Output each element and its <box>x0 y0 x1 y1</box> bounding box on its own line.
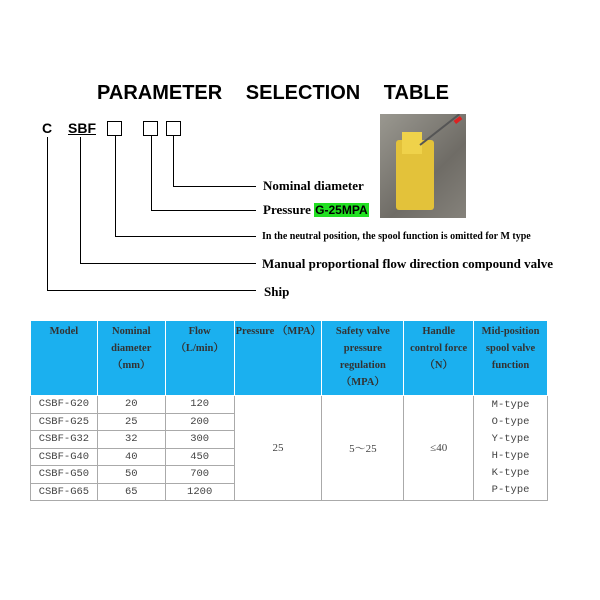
code-box-spool <box>107 121 122 136</box>
cell-pressure: 25 <box>234 396 322 501</box>
type-item: Y-type <box>491 433 530 445</box>
label-ship: Ship <box>264 284 290 299</box>
cell-flow: 120 <box>165 396 234 414</box>
table-header-row <box>31 321 548 396</box>
type-item: O-type <box>491 416 530 428</box>
valve-product-photo <box>380 114 466 218</box>
cell-diameter: 65 <box>97 483 165 501</box>
cell-flow: 200 <box>165 413 234 431</box>
type-item: M-type <box>491 399 530 411</box>
leader-line <box>47 290 256 291</box>
table-row <box>31 396 548 414</box>
header-function: Mid-position spool valve function <box>474 321 548 396</box>
header-diameter: Nominal diameter （mm） <box>97 321 165 396</box>
parameter-table <box>30 320 548 501</box>
label-nominal-diameter: Nominal diameter <box>263 178 364 193</box>
leader-line <box>80 137 81 263</box>
leader-line <box>173 186 256 187</box>
cell-diameter: 25 <box>97 413 165 431</box>
page-title: PARAMETER SELECTION TABLE <box>97 82 449 104</box>
cell-model: CSBF-G65 <box>31 483 98 501</box>
code-c: C <box>42 120 53 136</box>
cell-flow: 300 <box>165 431 234 449</box>
cell-flow: 1200 <box>165 483 234 501</box>
code-box-pressure <box>143 121 158 136</box>
code-box-diameter <box>166 121 181 136</box>
cell-model: CSBF-G40 <box>31 448 98 466</box>
header-pressure: Pressure （MPA） <box>234 321 322 396</box>
leader-line <box>151 136 152 211</box>
type-item: K-type <box>491 467 530 479</box>
header-flow: Flow （L/min） <box>165 321 234 396</box>
cell-model: CSBF-G25 <box>31 413 98 431</box>
header-force: Handle control force （N） <box>404 321 474 396</box>
cell-diameter: 32 <box>97 431 165 449</box>
cell-flow: 450 <box>165 448 234 466</box>
leader-line <box>47 137 48 290</box>
label-manual: Manual proportional flow direction compound valve <box>262 256 553 271</box>
label-neutral: In the neutral position, the spool function is omitted for M type <box>262 231 531 242</box>
label-pressure-text: Pressure <box>263 202 311 217</box>
code-sbf: SBF <box>68 120 96 136</box>
cell-model: CSBF-G20 <box>31 396 98 414</box>
leader-line <box>115 236 256 237</box>
cell-force: ≤40 <box>404 396 474 501</box>
cell-flow: 700 <box>165 466 234 484</box>
header-safety: Safety valve pressure regulation （MPA） <box>322 321 404 396</box>
leader-line <box>80 263 256 264</box>
cell-model: CSBF-G50 <box>31 466 98 484</box>
header-model: Model <box>31 321 98 396</box>
leader-line <box>151 210 256 211</box>
pressure-value-highlight: G-25MPA <box>315 203 368 217</box>
type-item: H-type <box>491 450 530 462</box>
leader-line <box>115 136 116 237</box>
leader-line <box>173 136 174 186</box>
cell-diameter: 50 <box>97 466 165 484</box>
label-pressure <box>263 202 369 218</box>
cell-safety: 5～25 <box>322 396 404 501</box>
valve-handle <box>419 114 460 146</box>
cell-diameter: 40 <box>97 448 165 466</box>
type-item: P-type <box>491 484 530 496</box>
cell-model: CSBF-G32 <box>31 431 98 449</box>
cell-function-types <box>474 396 548 501</box>
cell-diameter: 20 <box>97 396 165 414</box>
